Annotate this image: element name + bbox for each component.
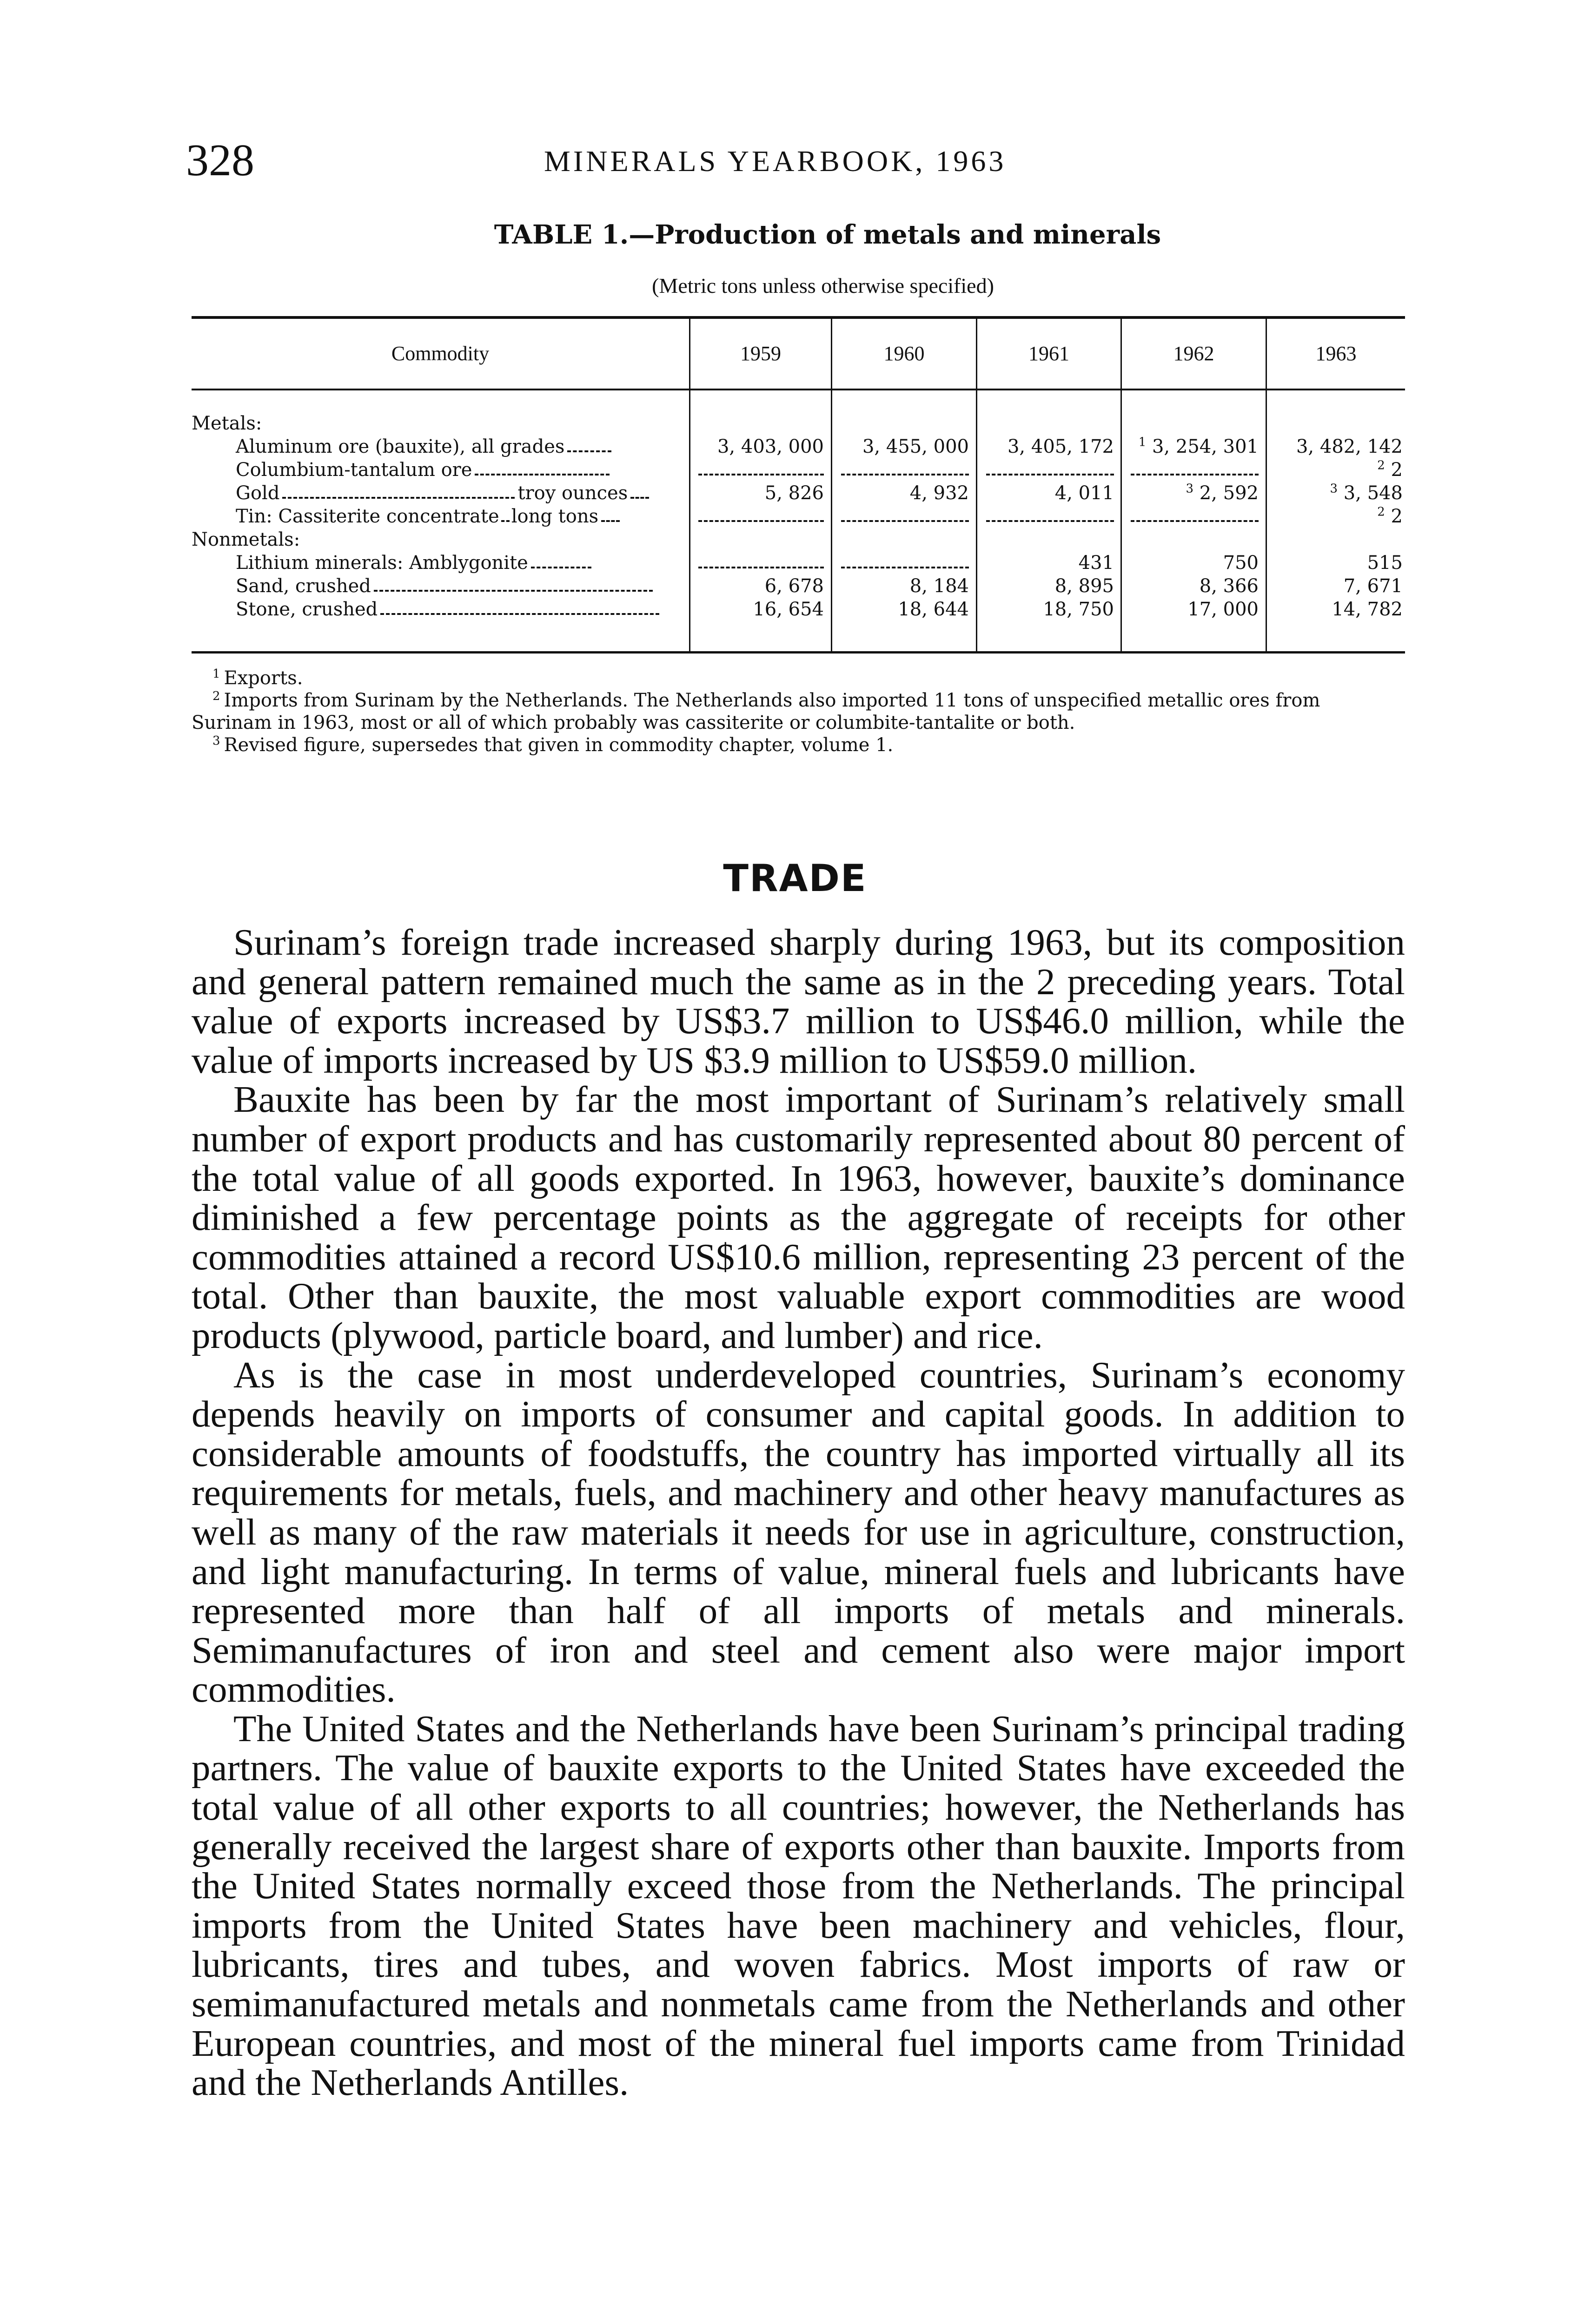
column-header-1960: 1960: [883, 342, 925, 365]
paragraph: The United States and the Netherlands have been Surinam’s principal trading partners. The value of bauxite exports to the United States have exceeded the total value of all other exports to all countries; however, the Netherlands has generally received the largest share of exports other than bauxite. Imports from the United States normally exceed those from the Netherlands. The principal imports from the United States have been machinery and vehicles, flour, lubricants, tires and tubes, and woven fabrics. Most imports of raw or semimanufactured metals and nonmetals came from the Netherlands and other European countries, and most of the mineral fuel imports came from Trinidad and the Netherlands Antilles.: [192, 1707, 1405, 2104]
cell-value: 14, 782: [1332, 599, 1403, 620]
footnote-mark: 3: [1186, 482, 1194, 496]
paragraph: Surinam’s foreign trade increased sharply during 1963, but its composition and general pattern remained much the same as in the 2 preceding years. Total value of exports increased by US$3.7 million to US$46.0 million, while the value of imports increased by US $3.9 million to US$59.0 million.: [192, 921, 1405, 1081]
table-row: [192, 574, 1405, 598]
cell-value: 3, 455, 000: [862, 436, 969, 457]
cell-empty: [695, 458, 824, 482]
cell-empty: [695, 551, 824, 574]
cell-empty: [695, 505, 824, 528]
cell-value: 4, 932: [909, 482, 969, 504]
paragraph: Bauxite has been by far the most important of Surinam’s relatively small number of export products and has customarily represented about 80 percent of the total value of all goods exported. In 1963, however, bauxite’s dominance diminished a few percentage points as the aggregate of receipts for other commodities attained a record US$10.6 million, representing 23 percent of the total. Other than bauxite, the most valuable export commodities are wood products (plywood, particle board, and lumber) and rice.: [192, 1078, 1405, 1356]
column-header-1959: 1959: [740, 342, 781, 365]
table-row: [192, 598, 1405, 621]
cell-empty: [981, 458, 1114, 482]
cell-value: 4, 011: [1054, 482, 1114, 504]
table-group-row: [192, 528, 1405, 551]
cell-empty: [1126, 458, 1259, 482]
table-title: TABLE 1.—Production of metals and minerals: [494, 219, 1161, 250]
page-header: [186, 132, 1405, 188]
table-row: [192, 435, 1405, 458]
cell-value: 8, 895: [1054, 575, 1114, 597]
column-header-1961: 1961: [1028, 342, 1069, 365]
cell-value: 17, 000: [1187, 599, 1259, 620]
cell-empty: [1126, 505, 1259, 528]
cell-value: 3, 405, 172: [1007, 436, 1114, 457]
column-header-1963: 1963: [1315, 342, 1357, 365]
footnote-mark: 2: [1377, 458, 1385, 473]
footnote-mark: 3: [1330, 482, 1338, 496]
paragraph: As is the case in most underdeveloped countries, Surinam’s economy depends heavily on imports of consumer and capital goods. In addition to considerable amounts of foodstuffs, the country has imported virtually all its requirements for metals, fuels, and machinery and other heavy manufactures as well as many of the raw materials it needs for use in agriculture, construction, and light manufacturing. In terms of value, mineral fuels and lubricants have represented more than half of all imports of metals and minerals. Semimanufactures of iron and steel and cement also were major import commodities.: [192, 1353, 1405, 1710]
row-label: Sand, crushed: [192, 574, 682, 598]
table-row: [192, 505, 1405, 528]
cell-value: $^2$ 2: [1377, 458, 1403, 481]
cell-value: 3, 403, 000: [717, 436, 824, 457]
footnote: $^1$ Exports.: [212, 667, 303, 689]
group-label-metals: Metals:: [192, 413, 262, 434]
cell-value: $^3$ 3, 548: [1330, 482, 1403, 504]
cell-value: 18, 750: [1043, 599, 1114, 620]
row-label: Tin: Cassiterite concentrate long tons: [192, 505, 682, 528]
production-table: [192, 316, 1405, 654]
footnote-mark: 2: [1377, 505, 1385, 519]
cell-empty: [836, 551, 969, 574]
cell-value: 7, 671: [1343, 575, 1403, 597]
footnote-mark: 1: [1138, 435, 1147, 449]
header-rule: [192, 389, 1405, 390]
cell-value: 515: [1367, 552, 1403, 574]
column-header-1962: 1962: [1173, 342, 1214, 365]
row-label: Stone, crushed: [192, 598, 682, 621]
cell-empty: [836, 505, 969, 528]
cell-value: 3, 482, 142: [1296, 436, 1403, 457]
row-label: Aluminum ore (bauxite), all grades: [192, 435, 682, 458]
row-label: Gold troy ounces: [192, 482, 682, 505]
page-number: 328: [186, 135, 254, 185]
footnote: $^3$ Revised figure, supersedes that given in commodity chapter, volume 1.: [212, 733, 894, 756]
table-row: [192, 458, 1405, 482]
cell-empty: [981, 505, 1114, 528]
cell-empty: [836, 458, 969, 482]
cell-value: 8, 366: [1199, 575, 1259, 597]
table-subtitle: (Metric tons unless otherwise specified): [652, 274, 994, 297]
row-label: Columbium-tantalum ore: [192, 458, 682, 482]
table-row: [192, 551, 1405, 574]
running-head: MINERALS YEARBOOK, 1963: [544, 145, 1007, 178]
cell-value: 750: [1223, 552, 1259, 574]
cell-value: 431: [1078, 552, 1114, 574]
cell-value: 8, 184: [909, 575, 969, 597]
body-text: [192, 923, 1405, 2102]
row-label: Lithium minerals: Amblygonite: [192, 551, 682, 574]
cell-value: 18, 644: [898, 599, 969, 620]
table-group-row: [192, 412, 1405, 435]
cell-value: 16, 654: [753, 599, 824, 620]
table-row: [192, 482, 1405, 505]
table-footnotes: [192, 667, 1405, 756]
footnote: $^2$ Imports from Surinam by the Netherlands. The Netherlands also imported 11 tons of unspecified metallic ores from Surinam in 1963, most or all of which probably was cassiterite or columbite-tantalite or both.: [192, 689, 1320, 733]
group-label-nonmetals: Nonmetals:: [192, 529, 300, 550]
section-heading: TRADE: [723, 857, 867, 900]
cell-value: $^2$ 2: [1377, 505, 1403, 527]
cell-value: 6, 678: [764, 575, 824, 597]
cell-value: 5, 826: [764, 482, 824, 504]
cell-value: $^3$ 2, 592: [1186, 482, 1259, 504]
column-header-commodity: Commodity: [391, 342, 490, 365]
cell-value: $^1$ 3, 254, 301: [1138, 435, 1259, 457]
